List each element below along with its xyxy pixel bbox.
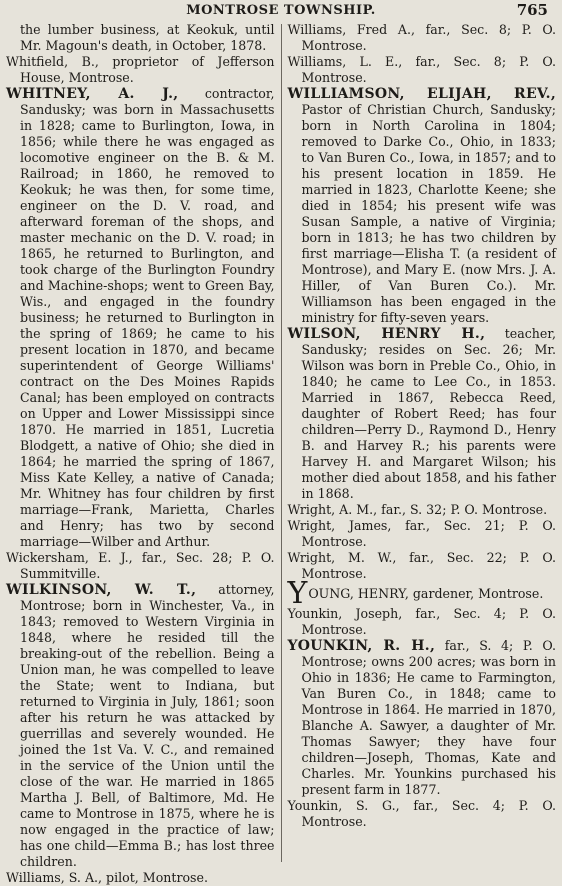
entry-text: Pastor of Christian Church, Sandusky; born in North Carolina in 1804; removed to Darke Co., Ohio, in 1833; to Van Buren Co., Iowa, in 1857; and to his present location in 1859. He married in 1823, Charlotte Keene; she died in 1854; his present wife was Susan Sample, a native of Virginia; born in 1813; he has two children by first marriage—Elisha T. (a resident of Montrose), and Mary E. (now Mrs. J. A. Hiller, of Van Buren Co.). Mr. Williamson has been engaged in the ministry for fifty-seven years. — [301, 102, 556, 325]
entry-text: Younkin, S. G., far., Sec. 4; P. O. Montrose. — [287, 798, 556, 829]
entry-text: OUNG, HENRY, gardener, Montrose. — [308, 586, 544, 601]
entry-name: WILKINSON, W. T., — [6, 582, 197, 598]
entry-text: Whitfield, B., proprietor of Jefferson House, Montrose. — [6, 54, 275, 85]
right-column — [282, 22, 557, 866]
entry-text: teacher, Sandusky; resides on Sec. 26; Mr. Wilson was born in Preble Co., Ohio, in 1840; he came to Lee Co., in 1853. Married in 1867, Rebecca Reed, daughter of Robert Reed; has four children—Perry D., Raymond D., Henry B. and Harvey R.; his parents were Harvey H. and Margaret Wilson; his mother died about 1858, and his father in 1868. — [301, 326, 556, 501]
entry-text: attorney, Montrose; born in Winchester, Va., in 1843; removed to Western Virginia in 1848, where he resided till the breaking-out of the rebellion. Being a Union man, he was compelled to leave the State; went to Indiana, but returned to Virginia in July, 1861; soon after his return he was attacked by guerrillas and severely wounded. He joined the 1st Va. V. C., and remained in the service of the Union until the close of the war. He married in 1865 Martha J. Bell, of Baltimore, Md. He came to Montrose in 1875, where he is now engaged in the practice of law; has one child—Emma B.; has lost three children. — [20, 582, 275, 869]
entry-text: the lumber business, at Keokuk, until Mr. Magoun's death, in October, 1878. — [20, 22, 275, 53]
entry-name: WILLIAMSON, ELIJAH, REV., — [287, 86, 556, 102]
directory-entry — [288, 54, 557, 86]
page-header — [6, 0, 556, 22]
directory-entry — [288, 518, 557, 550]
entry-text: Williams, S. A., pilot, Montrose. — [6, 870, 208, 885]
entry-name: YOUNKIN, R. H., — [287, 638, 436, 654]
entry-name: WILSON, HENRY H., — [287, 326, 486, 342]
entry-text: Younkin, Joseph, far., Sec. 4; P. O. Montrose. — [287, 606, 556, 637]
directory-entry — [6, 86, 275, 550]
directory-entry — [288, 550, 557, 582]
entry-text: far., S. 4; P. O. Montrose; owns 200 acres; was born in Ohio in 1836; He came to Farmington, Van Buren Co., in 1848; came to Montrose in 1864. He married in 1870, Blanche A. Sawyer, a daughter of Mr. Thomas Sawyer; they have four children—Joseph, Thomas, Kate and Charles. Mr. Younkins purchased his present farm in 1877. — [301, 638, 557, 797]
text-columns — [6, 22, 557, 885]
entry-text: contractor, Sandusky; was born in Massachusetts in 1828; came to Burlington, Iowa, in 1856; while there he was engaged as locomotive engineer on the B. & M. Railroad; in 1860, he removed to Keokuk; he was then, for some time, engineer on the D. V. road, and afterward foreman of the shops, and master mechanic on the D. V. road; in 1865, he returned to Burlington, and took charge of the Burlington Foundry and Machine-shops; went to Green Bay, Wis., and engaged in the foundry business; he returned to Burlington in the spring of 1869; he came to his present location in 1870, and became superintendent of George Williams' contract on the Des Moines Rapids Canal; has been employed on contracts on Upper and Lower Mississippi since 1870. He married in 1851, Lucretia Blodgett, a native of Ohio; she died in 1864; he married the spring of 1867, Miss Kate Kelley, a native of Canada; Mr. Whitney has four children by first marriage—Frank, Marietta, Charles and Henry; has two by second marriage—Wilber and Arthur. — [20, 86, 275, 549]
drop-cap: Y — [287, 576, 308, 611]
entry-text: Wright, James, far., Sec. 21; P. O. Montrose. — [287, 518, 556, 549]
directory-entry — [288, 798, 557, 830]
entry-text: Williams, Fred A., far., Sec. 8; P. O. Montrose. — [287, 22, 556, 53]
directory-entry — [288, 638, 557, 798]
entry-text: Wickersham, E. J., far., Sec. 28; P. O. Summitville. — [6, 550, 275, 581]
directory-entry — [288, 606, 557, 638]
directory-entry — [288, 86, 557, 326]
left-column — [6, 22, 281, 885]
directory-entry — [6, 582, 275, 870]
directory-entry — [6, 870, 275, 886]
entry-text: Williams, L. E., far., Sec. 8; P. O. Montrose. — [287, 54, 556, 85]
entry-text: Wright, A. M., far., S. 32; P. O. Montrose. — [287, 502, 548, 517]
entry-text: Wright, M. W., far., Sec. 22; P. O. Montrose. — [287, 550, 556, 581]
entry-name: WHITNEY, A. J., — [6, 86, 179, 102]
directory-entry — [288, 326, 557, 502]
directory-entry — [287, 576, 557, 611]
page-title: MONTROSE TOWNSHIP. — [186, 3, 376, 18]
directory-entry — [6, 22, 275, 54]
directory-entry — [288, 502, 557, 518]
directory-entry — [288, 22, 557, 54]
directory-entry — [6, 54, 275, 86]
directory-entry — [6, 550, 275, 582]
page-number: 765 — [516, 1, 548, 19]
